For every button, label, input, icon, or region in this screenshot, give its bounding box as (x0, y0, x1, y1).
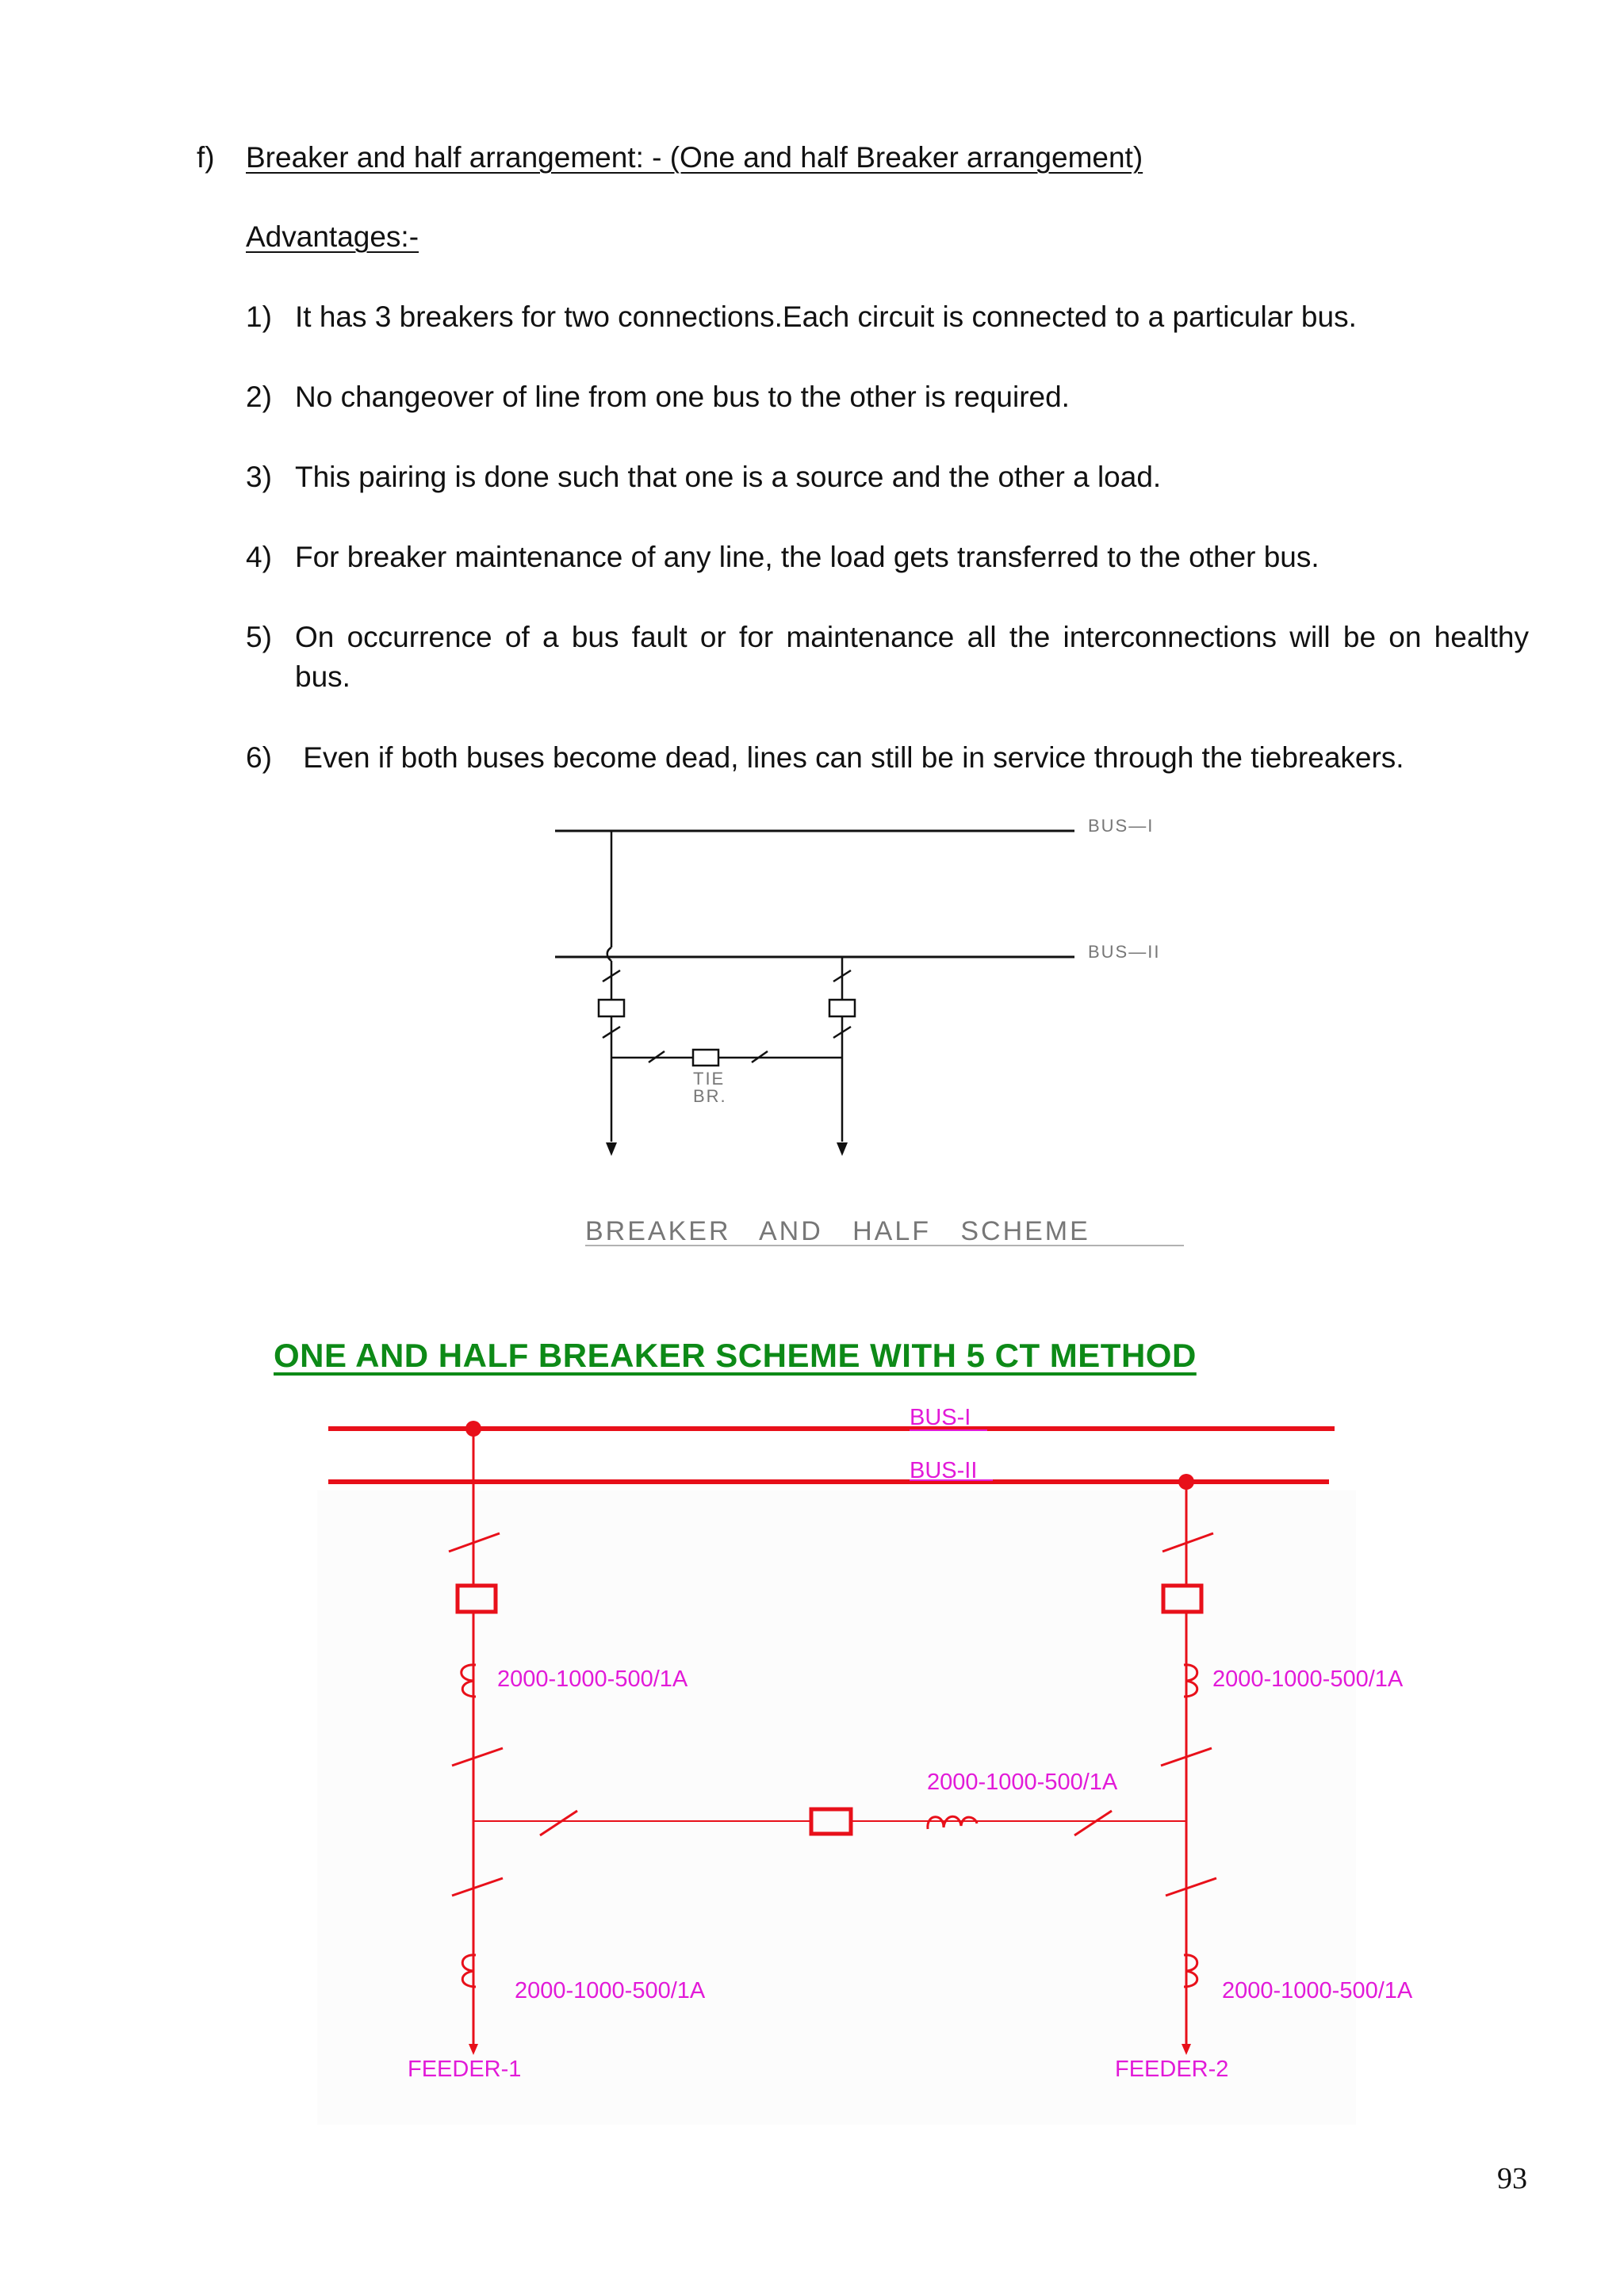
bus-1-label: BUS-I (910, 1405, 971, 1430)
page-number: 93 (1497, 2162, 1527, 2195)
right-breaker (1163, 1586, 1201, 1612)
bus-2-label: BUS-II (910, 1458, 978, 1483)
feeder-1-label: FEEDER-1 (408, 2057, 522, 2082)
bus-2-label: BUS—II (1088, 942, 1161, 962)
list-item: On occurrence of a bus fault or for maintenance all the interconnections will be on healthy (295, 621, 1529, 653)
list-item-number: 2) (246, 381, 272, 413)
bus-1-label: BUS—I (1088, 816, 1155, 836)
diagram-caption: BREAKER AND HALF SCHEME (585, 1216, 1090, 1246)
feeder-2-label: FEEDER-2 (1115, 2057, 1229, 2082)
ct-rating-label: 2000-1000-500/1A (927, 1770, 1118, 1795)
list-item-number: 3) (246, 461, 272, 493)
list-item-number: 5) (246, 621, 272, 653)
ct-rating-label: 2000-1000-500/1A (497, 1667, 688, 1692)
list-item-number: 6) (246, 741, 272, 774)
list-item: For breaker maintenance of any line, the load gets transferred to the other bus. (295, 541, 1320, 573)
section-heading: Breaker and half arrangement: - (One and half Breaker arrangement) (246, 141, 1143, 174)
list-item: Even if both buses become dead, lines can still be in service through the tiebreakers. (295, 741, 1404, 774)
tie-label: TIE (693, 1069, 726, 1089)
list-item: No changeover of line from one bus to the other is required. (295, 381, 1070, 413)
list-item-number: 4) (246, 541, 272, 573)
list-item: This pairing is done such that one is a source and the other a load. (295, 461, 1162, 493)
ct-rating-label: 2000-1000-500/1A (1212, 1667, 1404, 1692)
list-item-continuation: bus. (295, 660, 350, 693)
list-item: It has 3 breakers for two connections.Each circuit is connected to a particular bus. (295, 300, 1357, 333)
scheme-title: ONE AND HALF BREAKER SCHEME WITH 5 CT METHOD (274, 1337, 1197, 1374)
advantages-label: Advantages:- (246, 220, 419, 253)
list-item-number: 1) (246, 300, 272, 333)
tie-breaker (811, 1809, 851, 1834)
tie-label: BR. (693, 1086, 727, 1106)
left-breaker (458, 1586, 496, 1612)
ct-rating-label: 2000-1000-500/1A (1222, 1978, 1413, 2003)
section-letter: f) (197, 141, 215, 174)
ct-rating-label: 2000-1000-500/1A (515, 1978, 706, 2003)
